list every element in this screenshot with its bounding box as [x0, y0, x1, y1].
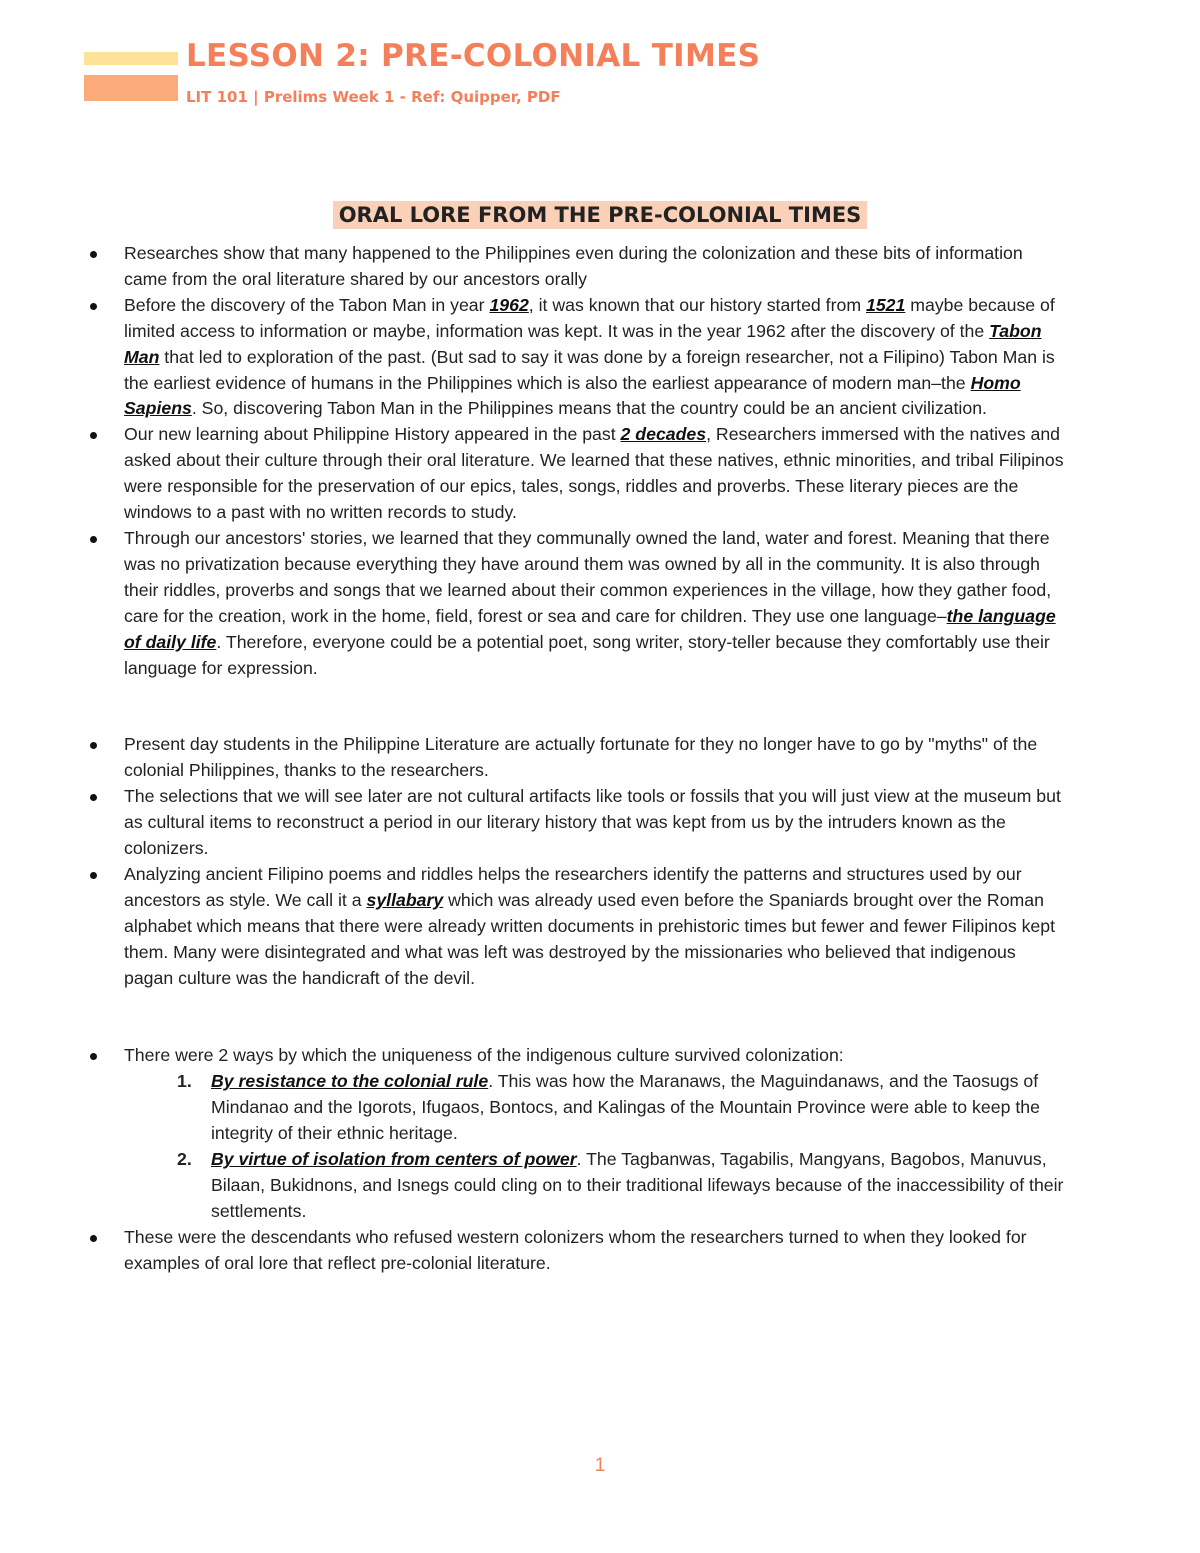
emphasis-syllabary: syllabary: [366, 889, 444, 910]
section-heading: [0, 201, 1200, 229]
bullet-list-1: [124, 241, 1069, 681]
header-accent-bar-orange: [84, 75, 178, 101]
bullet-text: , it was known that our history started from: [528, 294, 866, 315]
list-number: 2.: [177, 1149, 192, 1170]
bullet-text: which was already used even before the Spaniards brought over the Roman alphabet which means that there were already written documents in prehistoric times but fewer and fewer Filipinos kept them. Many were disintegrated and what was left was destroyed by the missionaries who believed that indigenous pagan culture was the handicraft of the devil.: [124, 889, 1056, 988]
bullet-item-7: [124, 862, 1069, 992]
bullet-item-4: [124, 526, 1069, 681]
emphasis-resistance: By resistance to the colonial rule: [211, 1071, 489, 1092]
header-accent-bar-yellow: [84, 52, 178, 65]
bullet-text: . Therefore, everyone could be a potential poet, song writer, story-teller because they comfortably use their language for expression.: [124, 631, 1050, 678]
emphasis-1521: 1521: [865, 294, 906, 315]
emphasis-tabon-man: Tabon Man: [124, 320, 1042, 367]
bullet-list-3: [124, 1043, 1069, 1276]
bullet-text: Present day students in the Philippine Literature are actually fortunate for they no longer have to go by "myths" of the colonial Philippines, thanks to the researchers.: [124, 734, 1038, 781]
emphasis-language-of-daily-life: the language of daily life: [124, 605, 1056, 652]
list-number: 1.: [177, 1071, 192, 1092]
bullet-list-2: [124, 732, 1069, 991]
emphasis-homo-sapiens: Homo Sapiens: [124, 372, 1021, 419]
numbered-list: [124, 1069, 1069, 1224]
bullet-item-6: [124, 784, 1069, 862]
bullet-text: Our new learning about Philippine History appeared in the past: [124, 424, 621, 445]
bullet-item-8: [124, 1043, 1069, 1224]
bullet-text: The selections that we will see later are not cultural artifacts like tools or fossils that you will just view at the museum but as cultural items to reconstruct a period in our literary history that was kept from us by the intruders known as the colonizers.: [124, 786, 1061, 859]
numbered-item-text: . This was how the Maranaws, the Maguindanaws, and the Taosugs of Mindanao and the Igorots, Ifugaos, Bontocs, and Kalingas of the Mountain Province were able to keep the integrity of their ethnic heritage.: [211, 1071, 1040, 1144]
bullet-text: Before the discovery of the Tabon Man in year: [124, 294, 490, 315]
bullet-text: maybe because of limited access to information or maybe, information was kept. It was in the year 1962 after the discovery of the: [124, 294, 1055, 341]
document-header: [0, 0, 1200, 140]
bullet-text: These were the descendants who refused western colonizers whom the researchers turned to when they looked for examples of oral lore that reflect pre-colonial literature.: [124, 1226, 1027, 1273]
paragraph-spacer: [124, 681, 1069, 732]
bullet-item-3: [124, 422, 1069, 526]
bullet-text: There were 2 ways by which the uniqueness of the indigenous culture survived colonization:: [124, 1045, 844, 1066]
section-heading-text: ORAL LORE FROM THE PRE-COLONIAL TIMES: [333, 201, 868, 229]
emphasis-1962: 1962: [489, 294, 529, 315]
bullet-item-9: [124, 1225, 1069, 1277]
lesson-subtitle: LIT 101 | Prelims Week 1 - Ref: Quipper, PDF: [186, 88, 561, 106]
bullet-text: Through our ancestors' stories, we learned that they communally owned the land, water and forest. Meaning that there was no privatization because everything they have around them was owned by all in the community. It is also through their riddles, proverbs and songs that we learned about their common experiences in the village, how they gather food, care for the creation, work in the home, field, forest or sea and care for children. They use one language–: [124, 527, 1052, 626]
emphasis-isolation: By virtue of isolation from centers of power: [211, 1149, 577, 1170]
emphasis-2-decades: 2 decades: [620, 424, 707, 445]
bullet-text: Researches show that many happened to the Philippines even during the colonization and these bits of information came from the oral literature shared by our ancestors orally: [124, 243, 1023, 289]
numbered-item-2: [177, 1147, 1069, 1225]
bullet-text: Analyzing ancient Filipino poems and riddles helps the researchers identify the patterns and structures used by our ancestors as style. We call it a: [124, 863, 1022, 910]
bullet-item-1: [124, 241, 1069, 293]
bullet-text: that led to exploration of the past. (But sad to say it was done by a foreign researcher, not a Filipino) Tabon Man is the earliest evidence of humans in the Philippines which is also the earliest appearance of modern man–the: [124, 346, 1055, 393]
numbered-item-1: [177, 1069, 1069, 1147]
page-number: 1: [594, 1455, 606, 1476]
lesson-title: LESSON 2: PRE-COLONIAL TIMES: [186, 38, 761, 74]
paragraph-spacer: [124, 991, 1069, 1043]
bullet-item-2: [124, 293, 1069, 423]
document-body: [124, 241, 1069, 1277]
bullet-item-5: [124, 732, 1069, 784]
numbered-item-text: . The Tagbanwas, Tagabilis, Mangyans, Bagobos, Manuvus, Bilaan, Bukidnons, and Isnegs could cling on to their traditional lifeways because of the inaccessibility of their settlements.: [211, 1149, 1064, 1221]
bullet-text: , Researchers immersed with the natives and asked about their culture through their oral literature. We learned that these natives, ethnic minorities, and tribal Filipinos were responsible for the preservation of our epics, tales, songs, riddles and proverbs. These literary pieces are the windows to a past with no written records to study.: [124, 424, 1064, 523]
bullet-text: . So, discovering Tabon Man in the Philippines means that the country could be an ancient civilization.: [191, 398, 987, 419]
